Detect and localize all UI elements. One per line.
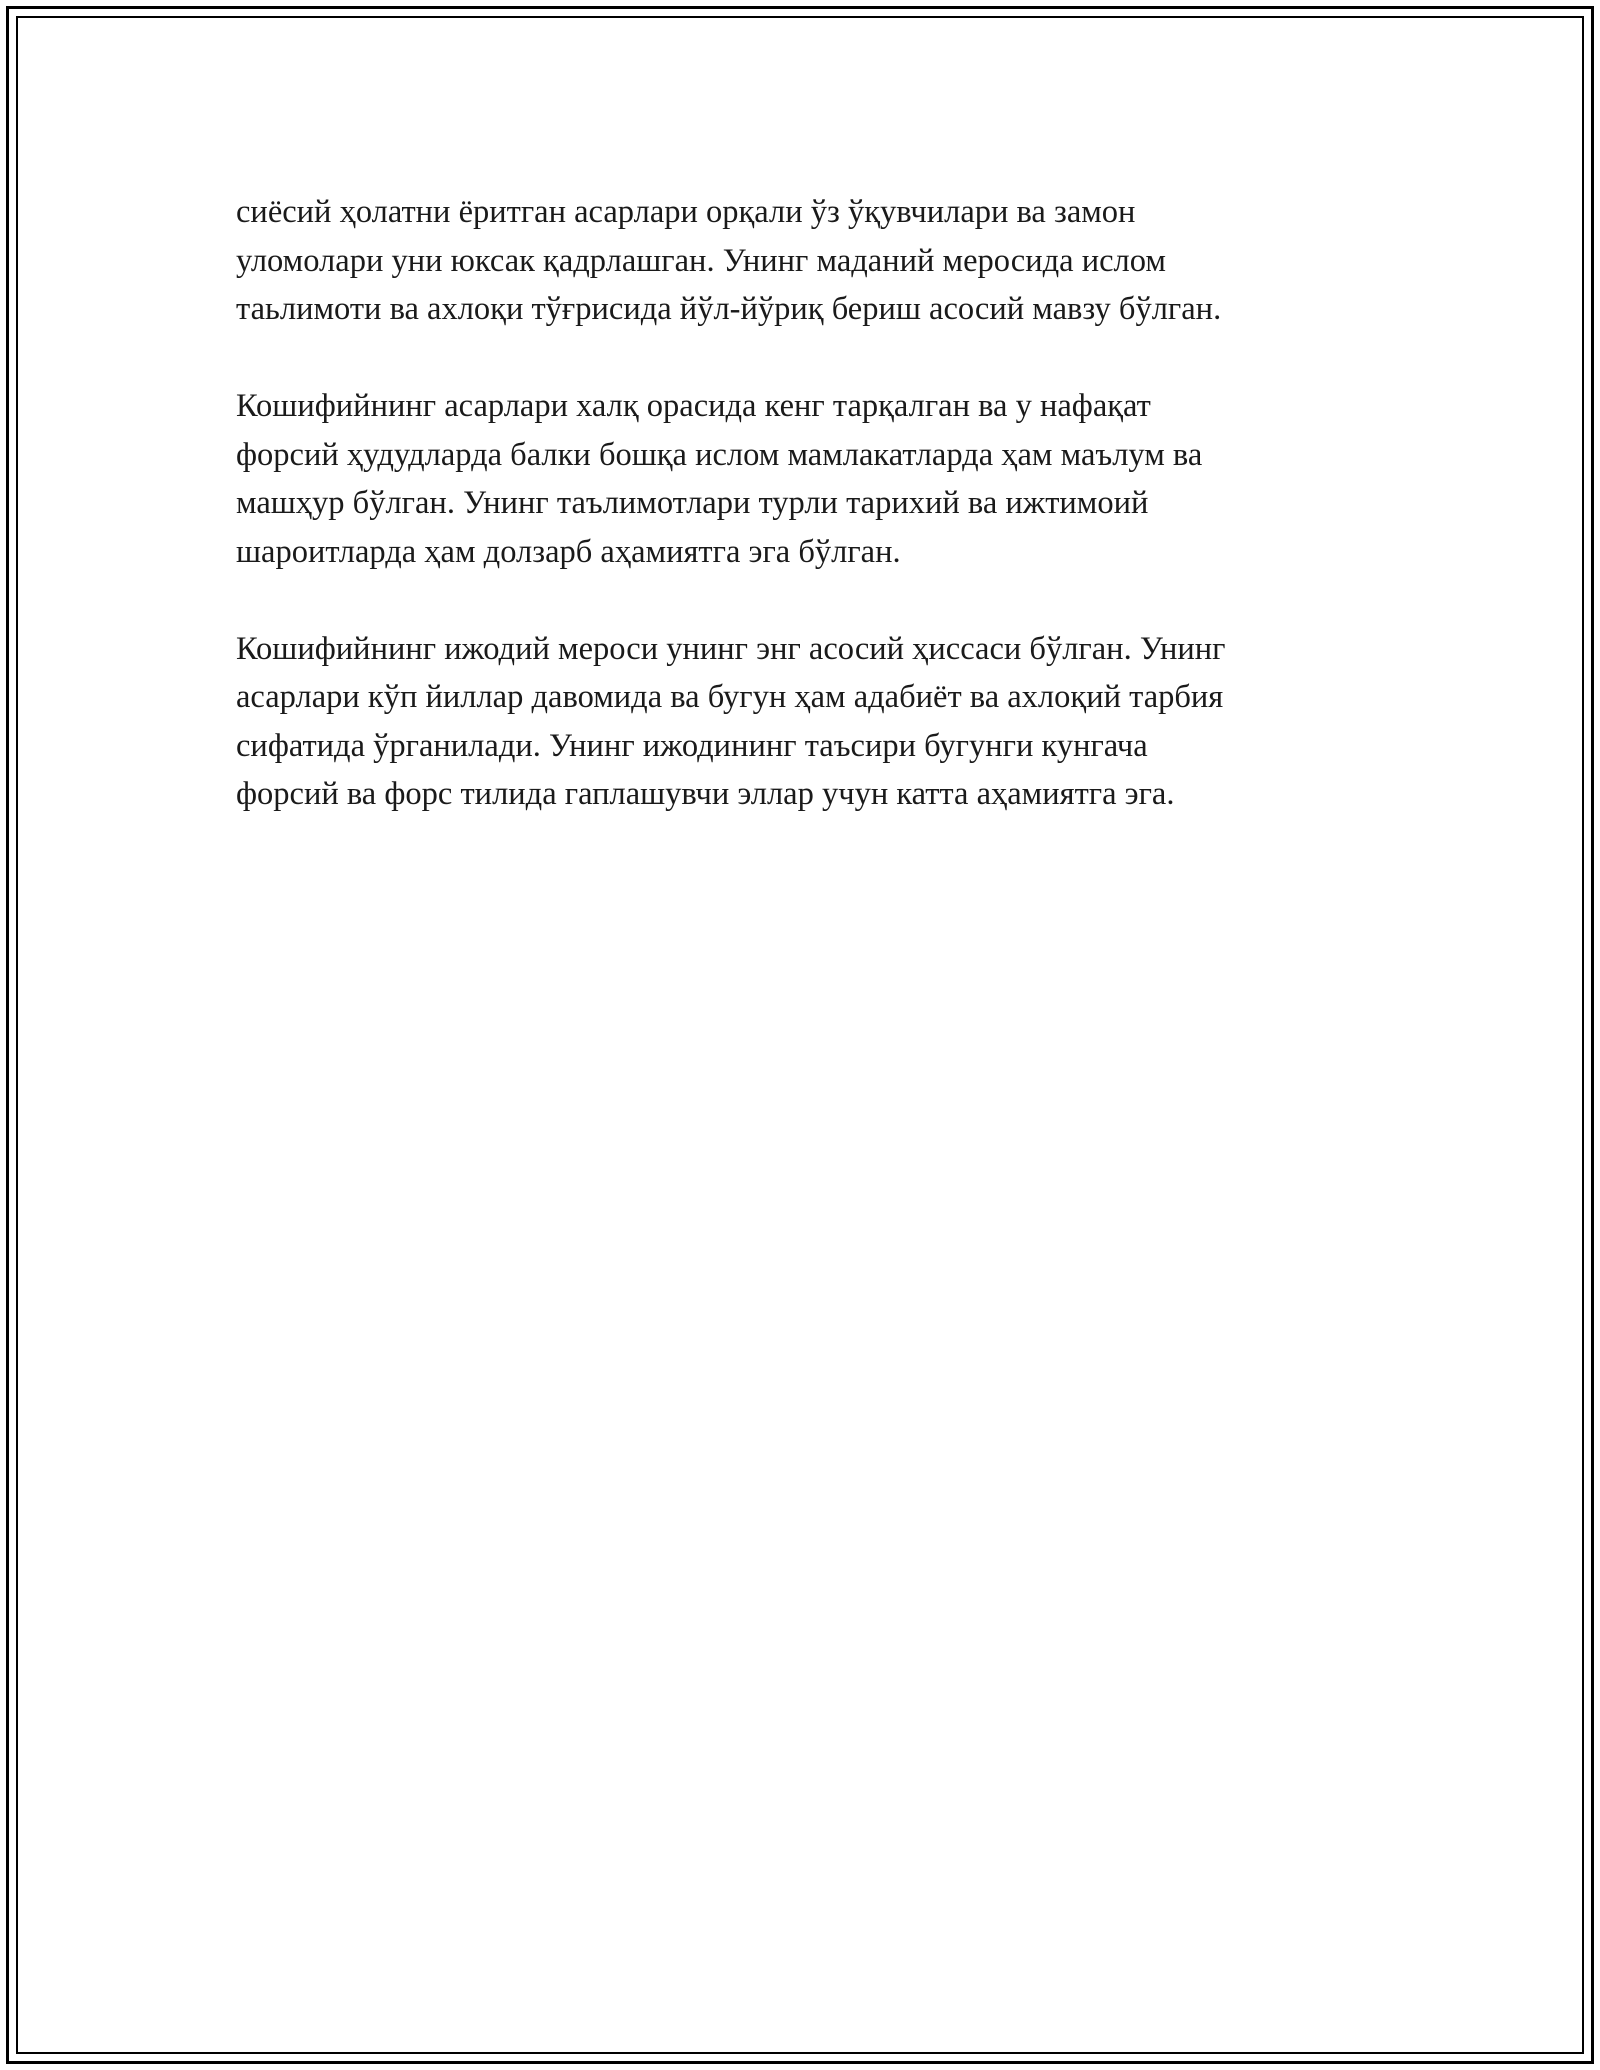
- text-line: сиёсий ҳолатни ёритган асарлари орқали ўз ўқувчилари ва замон: [236, 194, 1136, 230]
- text-line: Кошифийнинг асарлари халқ орасида кенг тарқалган ва у нафақат: [236, 388, 1151, 424]
- text-line: форсий ҳудудларда балки бошқа ислом мамлакатларда ҳам маълум ва: [236, 436, 1203, 473]
- text-line: шароитларда ҳам долзарб аҳамиятга эга бўлган.: [236, 533, 901, 570]
- text-line: таьлимоти ва ахлоқи тўғрисида йўл-йўриқ бериш асосий мавзу бўлган.: [236, 291, 1222, 327]
- text-line: Кошифийнинг ижодий мероси унинг энг асосий ҳиссаси бўлган. Унинг: [236, 630, 1226, 667]
- text-line: асарлари кўп йиллар давомида ва бугун ҳам адабиёт ва ахлоқий тарбия: [236, 679, 1224, 715]
- text-line: уломолари уни юксак қадрлашган. Унинг маданий меросида ислом: [236, 242, 1166, 279]
- text-line: машҳур бўлган. Унинг таълимотлари турли тарихий ва ижтимоий: [236, 485, 1149, 521]
- paragraph-2: [236, 382, 1386, 576]
- text-line: форсий ва форс тилида гаплашувчи эллар учун катта аҳамиятга эга.: [236, 776, 1175, 812]
- paragraph-3: [236, 625, 1386, 819]
- document-body: [236, 188, 1386, 867]
- paragraph-1: [236, 188, 1386, 334]
- text-line: сифатида ўрганилади. Унинг ижодининг таъсири бугунги кунгача: [236, 727, 1148, 764]
